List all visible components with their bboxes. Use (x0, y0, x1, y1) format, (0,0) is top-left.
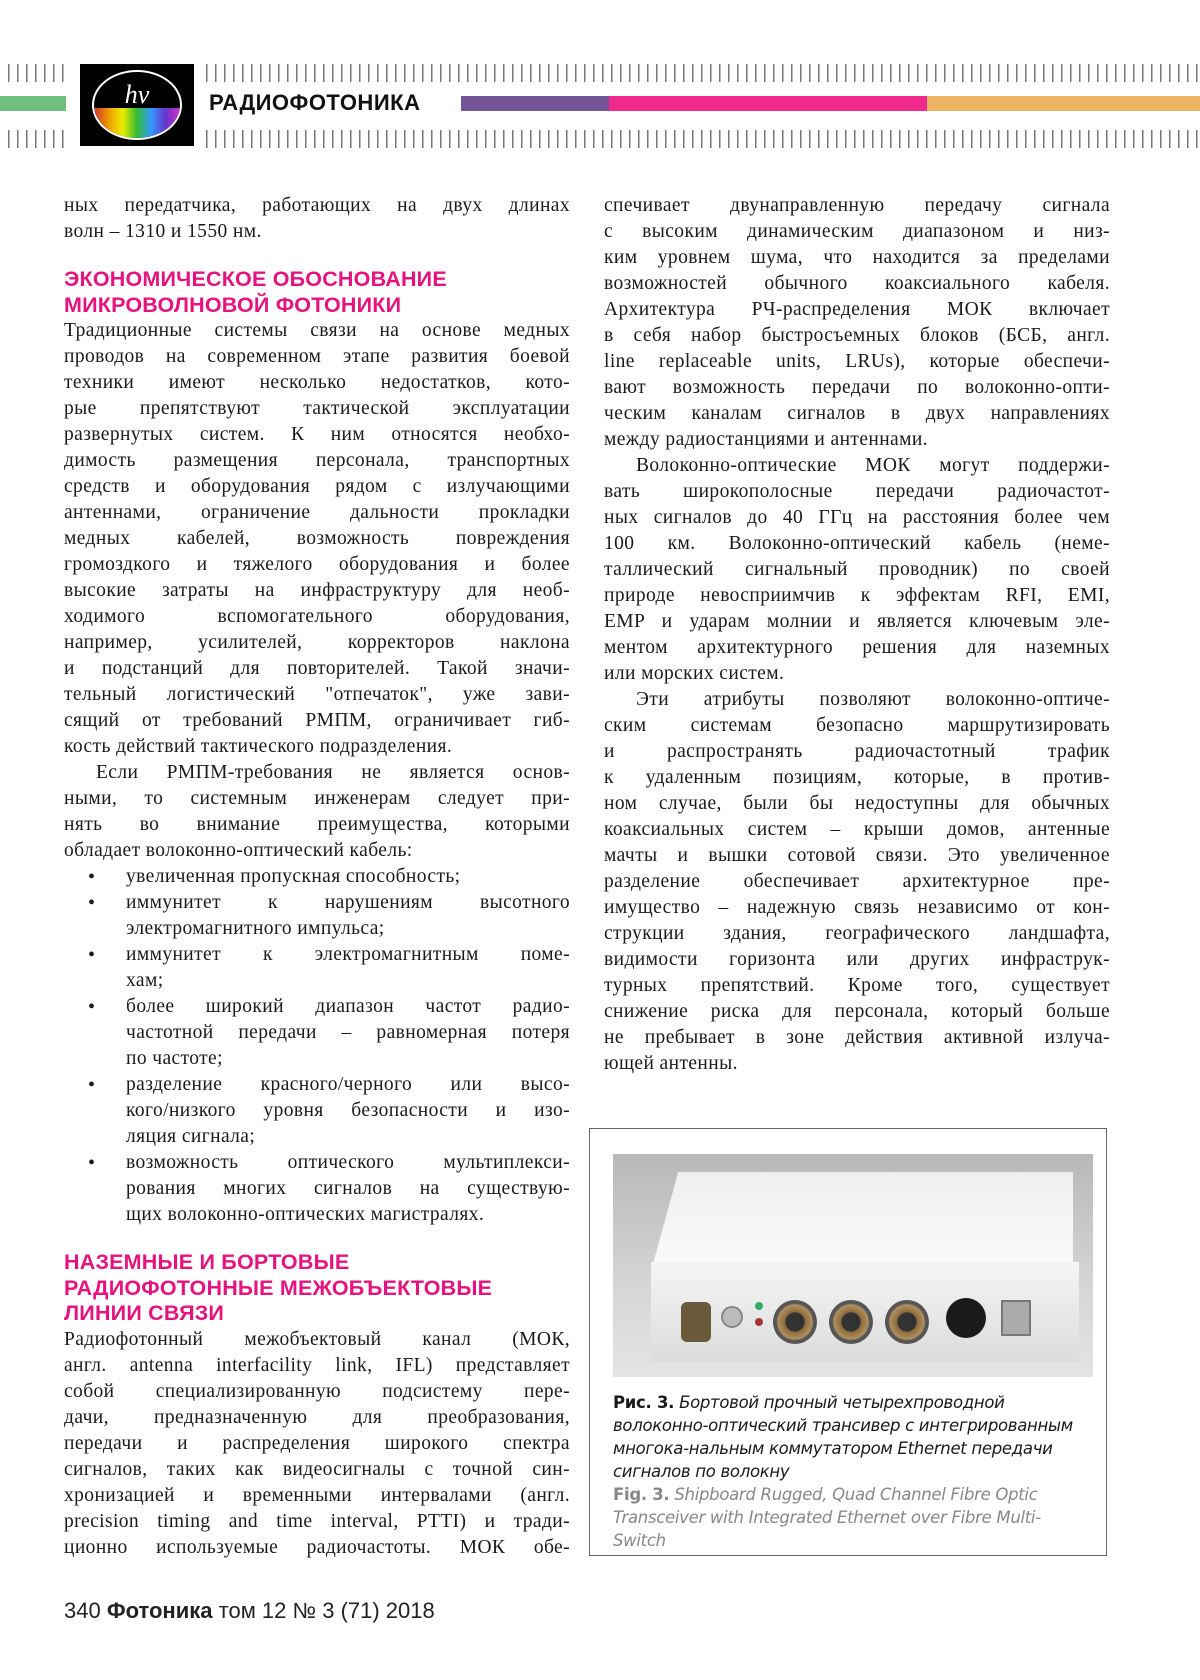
text-line: снижение риска для персонала, который больше (604, 999, 1110, 1025)
text-line: precision timing and time interval, PTTI) и тради- (64, 1509, 570, 1535)
text-line: Эти атрибуты позволяют волоконно-оптиче- (604, 687, 1110, 713)
paragraph (604, 453, 1110, 687)
text-line: тельный логистический "отпечаток", уже зави- (64, 682, 570, 708)
text-line: кого/низкого уровня безопасности и изо- (126, 1098, 570, 1124)
text-line: ментом архитектурного решения для наземных (604, 635, 1110, 661)
text-line: и распространять радиочастотный трафик (604, 739, 1110, 765)
text-line: ческим каналам сигналов в двух направлениях (604, 401, 1110, 427)
text-line: щих волоконно-оптических магистралях. (126, 1202, 570, 1228)
section-title: РАДИОФОТОНИКА (209, 90, 420, 116)
text-line: хам; (126, 968, 570, 994)
text-line: таллический сигнальный проводник) по своей (604, 557, 1110, 583)
text-line: англ. antenna interfacility link, IFL) представляет (64, 1353, 570, 1379)
text-line: антеннами, ограничение дальности прокладки (64, 500, 570, 526)
text-line: 100 км. Волоконно-оптический кабель (неме- (604, 531, 1110, 557)
heading-line: РАДИОФОТОННЫЕ МЕЖОБЪЕКТОВЫЕ (64, 1276, 570, 1302)
text-line: спечивает двунаправленную передачу сигнала (604, 193, 1110, 219)
text-line: EMP и ударам молнии и является ключевым эле- (604, 609, 1110, 635)
paragraph (64, 760, 570, 864)
purple-bar (461, 96, 609, 111)
pink-bar (609, 96, 927, 111)
text-line: Архитектура РЧ-распределения МОК включает (604, 297, 1110, 323)
text-line: ким уровнем шума, что находится за пределами (604, 245, 1110, 271)
heading-line: ЭКОНОМИЧЕСКОЕ ОБОСНОВАНИЕ (64, 267, 570, 293)
text-line: ющей антенны. (604, 1051, 1110, 1077)
section-heading (64, 1250, 570, 1327)
text-line: разделение обеспечивает архитектурное пре- (604, 869, 1110, 895)
text-line: • более широкий диапазон частот радио- (126, 994, 570, 1020)
text-line: техники имеют несколько недостатков, кото- (64, 370, 570, 396)
text-line: ных сигналов до 40 ГГц на расстояния более чем (604, 505, 1110, 531)
list-item (64, 1150, 570, 1228)
text-line: в себя набор быстросъемных блоков (БСБ, англ. (604, 323, 1110, 349)
text-line: Волоконно-оптические МОК могут поддержи- (604, 453, 1110, 479)
text-line: высокие затраты на инфраструктуру для необ- (64, 578, 570, 604)
text-line: турных препятствий. Кроме того, существует (604, 973, 1110, 999)
caption-ru-label: Рис. 3. (613, 1393, 674, 1412)
text-line: между радиостанциями и антеннами. (604, 427, 1110, 453)
figure-caption (613, 1391, 1093, 1552)
orange-bar (927, 96, 1200, 111)
text-line: возможностей обычного коаксиального кабеля. (604, 271, 1110, 297)
text-line: рые препятствуют тактической эксплуатации (64, 396, 570, 422)
text-line: частотной передачи – равномерная потеря (126, 1020, 570, 1046)
text-line: • возможность оптического мультиплекси- (126, 1150, 570, 1176)
text-line: ными, то системным инженерам следует при- (64, 786, 570, 812)
paragraph (64, 1327, 570, 1561)
text-line: видимости горизонта или других инфраструк- (604, 947, 1110, 973)
text-line: по частоте; (126, 1046, 570, 1072)
text-line: нять во внимание преимущества, которыми (64, 812, 570, 838)
figure-3 (589, 1128, 1107, 1556)
text-line: и подстанций для повторителей. Такой значи- (64, 656, 570, 682)
text-line: ном случае, были бы недоступны для обычных (604, 791, 1110, 817)
green-bar (0, 96, 66, 111)
text-line: • иммунитет к электромагнитным поме- (126, 942, 570, 968)
text-line: обладает волоконно-оптический кабель: (64, 838, 570, 864)
journal-name: Фотоника (107, 1598, 213, 1623)
bullet-list (64, 864, 570, 1228)
list-item (64, 890, 570, 942)
text-line: вать широкополосные передачи радиочастот- (604, 479, 1110, 505)
text-line: Если РМПМ-требования не является основ- (64, 760, 570, 786)
paragraph (64, 318, 570, 760)
paragraph (604, 687, 1110, 1077)
right-column (604, 193, 1110, 1077)
text-line: коаксиальных систем – крыши домов, антенные (604, 817, 1110, 843)
text-line: струкции здания, географического ландшафта, (604, 921, 1110, 947)
text-line: собой специализированную подсистему пере- (64, 1379, 570, 1405)
heading-line: МИКРОВОЛНОВОЙ ФОТОНИКИ (64, 293, 570, 319)
left-column (64, 193, 570, 1561)
text-line: природе невосприимчив к эффектам RFI, EMI, (604, 583, 1110, 609)
header-ticks-top-left (8, 64, 68, 82)
header-ticks-top (206, 64, 1200, 82)
caption-en-text: Shipboard Rugged, Quad Channel Fibre Optic Transceiver with Integrated Ethernet over Fibre Multi-Switch (613, 1485, 1041, 1550)
text-line: дачи, предназначенную для преобразования, (64, 1405, 570, 1431)
page-footer (64, 1598, 435, 1624)
text-line: волн – 1310 и 1550 нм. (64, 219, 570, 245)
list-item (64, 864, 570, 890)
text-line: ционно используемые радиочастоты. МОК обе- (64, 1535, 570, 1561)
text-line: ходимого вспомогательного оборудования, (64, 604, 570, 630)
text-line: ных передатчика, работающих на двух длинах (64, 193, 570, 219)
journal-logo: hv (80, 64, 194, 146)
transceiver-photo (613, 1154, 1093, 1377)
text-line: передачи и распределения широкого спектра (64, 1431, 570, 1457)
text-line: имущество – надежную связь независимо от кон- (604, 895, 1110, 921)
text-line: развернутых систем. К ним относятся необхо- (64, 422, 570, 448)
heading-line: ЛИНИИ СВЯЗИ (64, 1301, 570, 1327)
text-line: сигналов, таких как видеосигналы с точной син- (64, 1457, 570, 1483)
paragraph (64, 193, 570, 245)
text-line: хронизацией и временными интервалами (англ. (64, 1483, 570, 1509)
caption-ru-text: Бортовой прочный четырехпроводной волоконно-оптический трансивер с интегрированным многока-нальным коммутатором Ethernet передачи сигналов по волокну (613, 1393, 1073, 1481)
list-item (64, 942, 570, 994)
text-line: кость действий тактического подразделения. (64, 734, 570, 760)
text-line: • разделение красного/черного или высо- (126, 1072, 570, 1098)
text-line: рования многих сигналов на существую- (126, 1176, 570, 1202)
issue-info: том 12 № 3 (71) 2018 (219, 1598, 435, 1623)
caption-en-label: Fig. 3. (613, 1485, 669, 1504)
text-line: к удаленным позициям, которые, в против- (604, 765, 1110, 791)
text-line: line replaceable units, LRUs), которые обеспечи- (604, 349, 1110, 375)
text-line: Традиционные системы связи на основе медных (64, 318, 570, 344)
text-line: медных кабелей, возможность повреждения (64, 526, 570, 552)
section-heading (64, 267, 570, 318)
text-line: вают возможность передачи по волоконно-опти- (604, 375, 1110, 401)
page-number: 340 (64, 1598, 101, 1623)
text-line: громоздкого и тяжелого оборудования и более (64, 552, 570, 578)
list-item (64, 994, 570, 1072)
text-line: ским системам безопасно маршрутизировать (604, 713, 1110, 739)
heading-line: НАЗЕМНЫЕ И БОРТОВЫЕ (64, 1250, 570, 1276)
text-line: димость размещения персонала, транспортных (64, 448, 570, 474)
text-line: с высоким динамическим диапазоном и низ- (604, 219, 1110, 245)
header-ticks-bottom (206, 130, 1200, 148)
header-ticks-bottom-left (8, 130, 68, 148)
text-line: или морских систем. (604, 661, 1110, 687)
text-line: не пребывает в зоне действия активной излуча- (604, 1025, 1110, 1051)
text-line: ляция сигнала; (126, 1124, 570, 1150)
text-line: • увеличенная пропускная способность; (126, 864, 570, 890)
text-line: мачты и вышки сотовой связи. Это увеличенное (604, 843, 1110, 869)
text-line: Радиофотонный межобъектовый канал (МОК, (64, 1327, 570, 1353)
text-line: электромагнитного импульса; (126, 916, 570, 942)
text-line: средств и оборудования рядом с излучающими (64, 474, 570, 500)
text-line: например, усилителей, корректоров наклона (64, 630, 570, 656)
text-line: • иммунитет к нарушениям высотного (126, 890, 570, 916)
text-line: проводов на современном этапе развития боевой (64, 344, 570, 370)
paragraph (604, 193, 1110, 453)
list-item (64, 1072, 570, 1150)
text-line: сящий от требований РМПМ, ограничивает гиб- (64, 708, 570, 734)
